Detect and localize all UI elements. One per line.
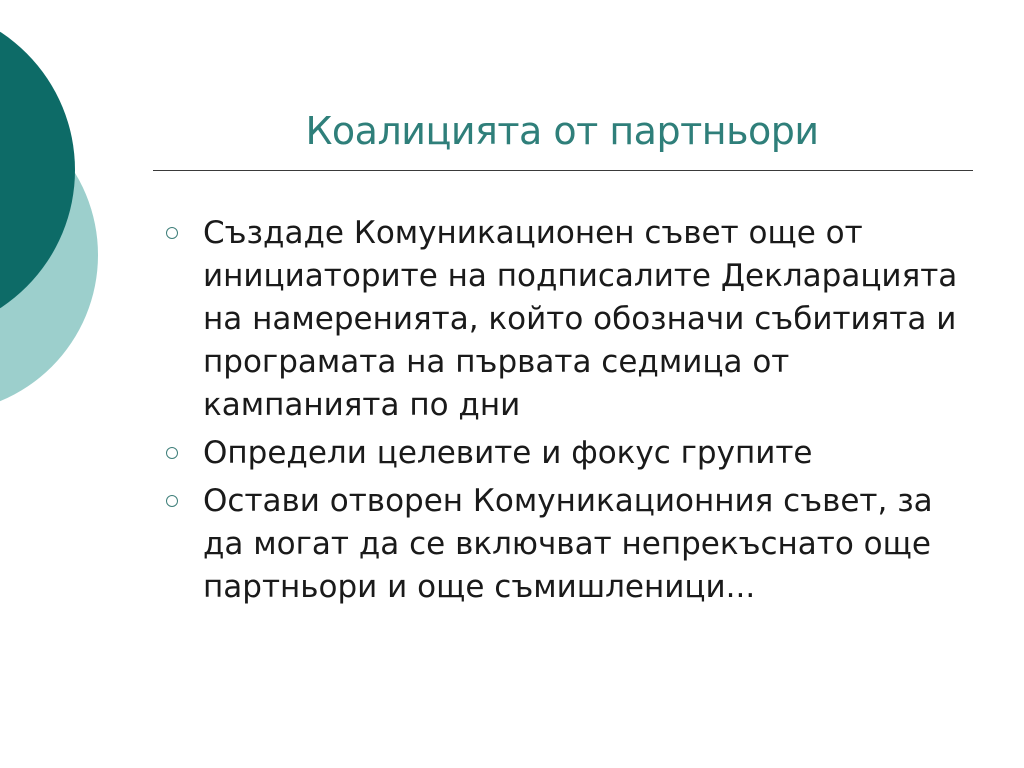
bullet-list: [164, 212, 964, 614]
slide-title: Коалицията от партньори: [305, 109, 819, 153]
circle-bullet-icon: [166, 495, 178, 507]
bullet-text: Остави отворен Комуникационния съвет, за да могат да се включват непрекъснато още партньори и още съмишленици...: [203, 483, 933, 605]
bullet-text: Създаде Комуникационен съвет още от инициаторите на подписалите Декларацията на намеренията, който обозначи събитията и програмата на първата седмица от кампанията по дни: [203, 215, 958, 423]
circle-bullet-icon: [166, 447, 178, 459]
bullet-item: [164, 212, 964, 427]
bullet-item: [164, 432, 964, 475]
bullet-item: [164, 480, 964, 609]
bullet-text: Определи целевите и фокус групите: [203, 435, 813, 471]
title-divider: [153, 170, 973, 171]
circle-bullet-icon: [166, 227, 178, 239]
